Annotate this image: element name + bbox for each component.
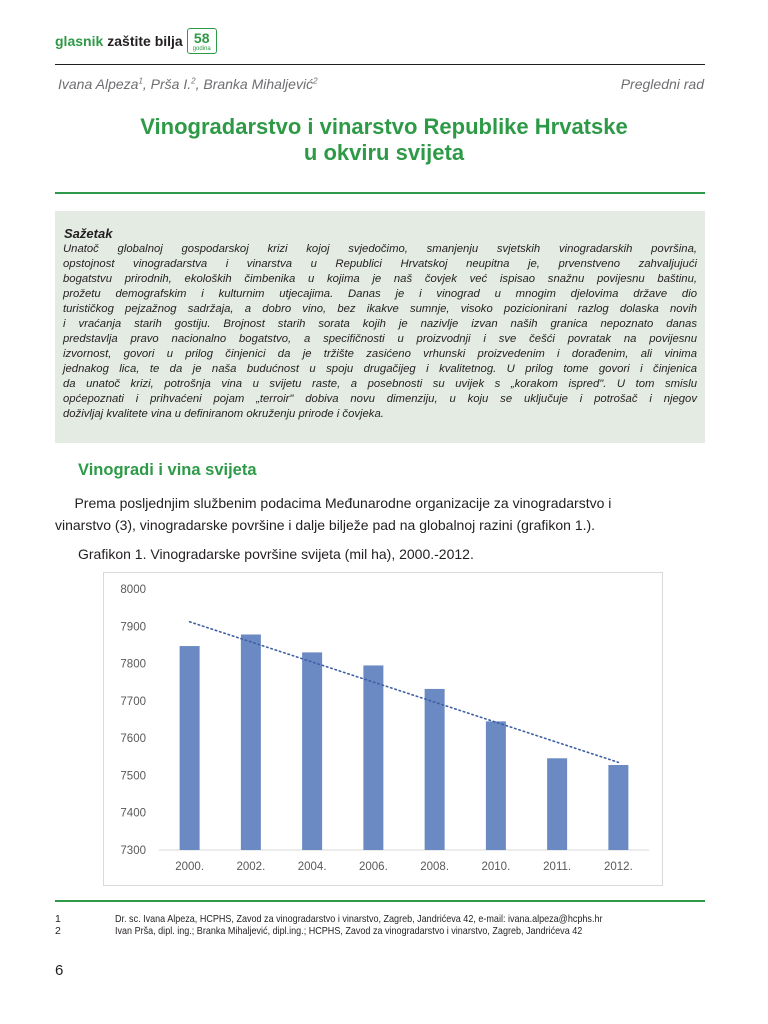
page-number: 6 bbox=[55, 962, 64, 979]
body-text-line-2: vinarstvo (3), vinogradarske površine i dalje bilježe pad na globalnoj razini (grafikon 1.). bbox=[55, 517, 596, 533]
journal-name-rest: zaštite bilja bbox=[107, 33, 183, 49]
x-tick-label: 2011. bbox=[543, 861, 572, 873]
x-tick-label: 2010. bbox=[481, 861, 511, 873]
abstract-line: predstavlja pravo nacionalno bogatstvo, a specifičnosti u proizvodnji i sve češći povratak na povijesnu bbox=[63, 333, 697, 345]
abstract-line: jednakog lica, te da je naša budućnost u spoju drugačijeg i kvalitetnog. U prilog tome govori i činjenica bbox=[63, 363, 697, 375]
journal-header bbox=[55, 26, 217, 56]
y-tick-label: 7700 bbox=[120, 695, 146, 708]
journal-name-prefix: glasnik bbox=[55, 33, 104, 49]
y-tick-label: 7400 bbox=[120, 807, 146, 820]
abstract-heading: Sažetak bbox=[64, 226, 113, 241]
bar bbox=[608, 765, 628, 850]
bar-chart bbox=[104, 573, 662, 885]
abstract-line: da unatoč krizi, potrošnja vina u svijetu raste, a posebnosti su uvijek s „korakom ispred". U tom smislu bbox=[63, 378, 697, 390]
years-badge bbox=[187, 28, 217, 54]
bar bbox=[180, 646, 200, 850]
y-tick-label: 7600 bbox=[120, 733, 146, 746]
x-tick-label: 2008. bbox=[420, 861, 450, 873]
bar bbox=[302, 652, 322, 850]
bar bbox=[547, 758, 567, 850]
abstract-line: izvornost, govori u prilog činjenici da je tržište zasićeno vrhunski proizvedenim i dorađenim, ali vinima bbox=[63, 348, 697, 360]
author-1-affil: 1 bbox=[138, 76, 143, 86]
footnote-rule bbox=[55, 900, 705, 902]
author-2: , Prša I. bbox=[142, 76, 192, 92]
paper-title bbox=[60, 114, 708, 166]
figure-caption: Grafikon 1. Vinogradarske površine svijeta (mil ha), 2000.-2012. bbox=[78, 546, 474, 562]
footnote-text: Dr. sc. Ivana Alpeza, HCPHS, Zavod za vinogradarstvo i vinarstvo, Zagreb, Jandrićeva 42, e-mail: ivana.alpeza@hcphs.hr bbox=[115, 913, 603, 925]
title-rule bbox=[55, 192, 705, 194]
bar bbox=[486, 721, 506, 850]
abstract-line: Unatoč globalnoj gospodarskoj krizi kojoj svjedočimo, smanjenju svjetskih vinogradarskih površina, bbox=[63, 243, 697, 255]
bar bbox=[363, 665, 383, 850]
y-tick-label: 7500 bbox=[120, 770, 146, 783]
y-tick-label: 7900 bbox=[120, 621, 146, 634]
author-2-affil: 2 bbox=[191, 76, 196, 86]
abstract-line: bogatstvu prirodnih, ekoloških čimbenika u kojima je naš čovjek već ispisao snažnu povijesnu baštinu, bbox=[63, 273, 697, 285]
author-3-affil: 2 bbox=[313, 76, 318, 86]
x-tick-label: 2006. bbox=[358, 861, 388, 873]
author-list bbox=[58, 76, 318, 92]
badge-subtitle: godina bbox=[192, 45, 211, 52]
abstract-line: opstojnost vinogradarstva i vinarstva u Republici Hrvatskoj neupitna je, prvenstveno zahvaljujući bbox=[63, 258, 697, 270]
x-tick-label: 2012. bbox=[603, 861, 633, 873]
footnote-number: 1 bbox=[55, 913, 61, 925]
y-tick-label: 7800 bbox=[120, 658, 146, 671]
bar bbox=[241, 634, 261, 850]
abstract-line: turističkog pejzažnog sadržaja, a dobro vino, bez ikakve sumnje, visoko pozicionirani razlog dolaska novih bbox=[63, 303, 697, 315]
body-text-line-1: Prema posljednjim službenim podacima Međunarodne organizacije za vinogradarstvo i bbox=[55, 495, 612, 511]
footnote-number: 2 bbox=[55, 925, 61, 937]
footnote-text: Ivan Prša, dipl. ing.; Branka Mihaljević, dipl.ing.; HCPHS, Zavod za vinogradarstvo i vinarstvo, Zagreb, Jandrićeva 42 bbox=[115, 925, 583, 937]
abstract-line: i vraćanja starih gostiju. Brojnost starih sorata kojih je nazivlje izvan naših granica nepoznato danas bbox=[63, 318, 697, 330]
title-line-1: Vinogradarstvo i vinarstvo Republike Hrvatske bbox=[140, 114, 628, 139]
x-tick-label: 2004. bbox=[297, 861, 327, 873]
author-1: Ivana Alpeza bbox=[58, 76, 139, 92]
y-tick-label: 7300 bbox=[120, 845, 146, 857]
x-tick-label: 2002. bbox=[236, 861, 266, 873]
bar bbox=[425, 689, 445, 850]
abstract-line: prožetu demografskim i kulturnim utjecajima. Danas je i vinograd u mnogim djelovima države dio bbox=[63, 288, 697, 300]
paper-type: Pregledni rad bbox=[620, 76, 704, 92]
abstract-box bbox=[55, 211, 705, 443]
abstract-line: doživljaj kvalitete vina u definiranom okruženju prirode i čovjeka. bbox=[63, 408, 384, 420]
x-tick-label: 2000. bbox=[175, 861, 205, 873]
header-rule bbox=[55, 64, 705, 65]
abstract-line: općepoznati i prihvaćeni pojam „terroir" dobiva novu dimenziju, u koju se uključuje i potrošač i njegov bbox=[63, 393, 697, 405]
section-heading: Vinogradi i vina svijeta bbox=[78, 461, 257, 479]
author-3: , Branka Mihaljević bbox=[195, 76, 314, 92]
title-line-2: u okviru svijeta bbox=[303, 140, 465, 165]
chart-container bbox=[103, 572, 663, 886]
y-tick-label: 8000 bbox=[120, 584, 146, 596]
badge-number: 58 bbox=[193, 29, 210, 46]
